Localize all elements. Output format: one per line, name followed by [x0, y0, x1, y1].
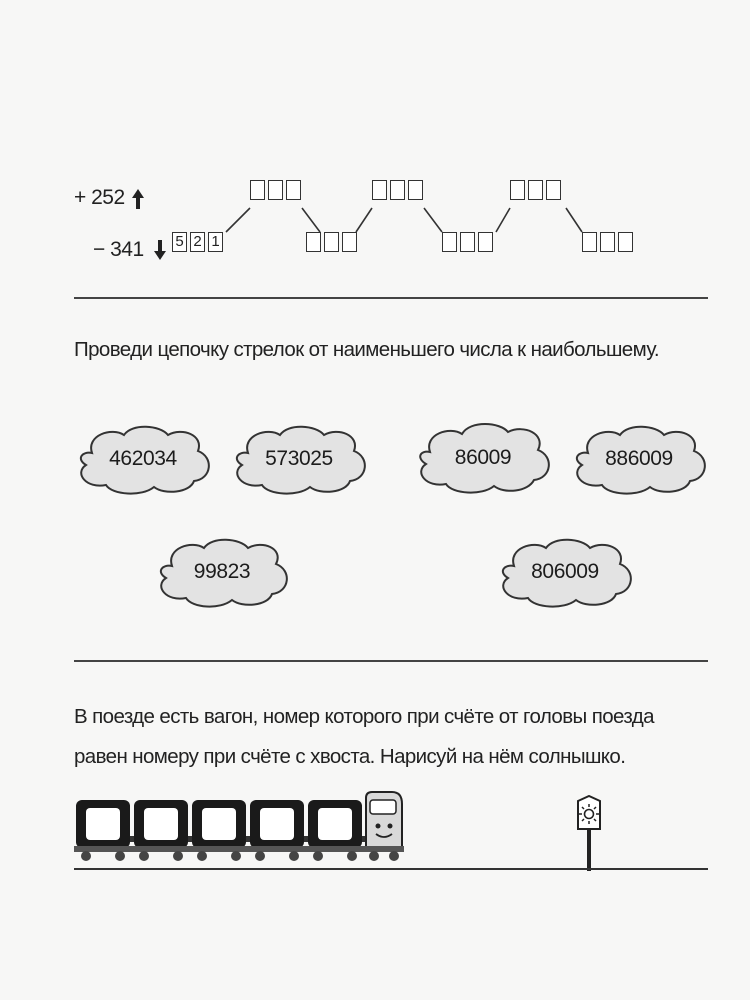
minus-label: − 341 — [93, 238, 144, 261]
train-car[interactable] — [74, 800, 132, 861]
answer-cell[interactable] — [600, 232, 615, 252]
answer-cell[interactable] — [582, 232, 597, 252]
digit-cell: 2 — [190, 232, 205, 252]
answer-cell[interactable] — [306, 232, 321, 252]
answer-cell[interactable] — [618, 232, 633, 252]
train-car[interactable] — [132, 800, 190, 861]
section-divider — [74, 660, 708, 662]
digit-cell: 1 — [208, 232, 223, 252]
answer-cell[interactable] — [342, 232, 357, 252]
train — [70, 790, 410, 870]
locomotive[interactable] — [364, 792, 404, 861]
task-instruction-line-2: равен номеру при счёте с хвоста. Нарисуй на нём солнышко. — [74, 745, 626, 768]
cloud-number: 573025 — [265, 447, 333, 470]
task-instruction: Проведи цепочку стрелок от наименьшего числа к наибольшему. — [74, 338, 660, 361]
section-divider — [74, 297, 708, 299]
chain-connector — [0, 0, 750, 300]
rail-ground-line — [74, 868, 708, 870]
answer-cell[interactable] — [408, 180, 423, 200]
number-cloud[interactable] — [152, 536, 292, 608]
answer-cell[interactable] — [546, 180, 561, 200]
answer-cell[interactable] — [528, 180, 543, 200]
number-cloud[interactable] — [568, 423, 710, 495]
answer-cell[interactable] — [250, 180, 265, 200]
answer-cell[interactable] — [324, 232, 339, 252]
train-car[interactable] — [248, 800, 306, 861]
cloud-number: 462034 — [109, 447, 177, 470]
number-cloud[interactable] — [412, 420, 554, 494]
answer-cell[interactable] — [372, 180, 387, 200]
plus-label: + 252 — [74, 186, 125, 209]
answer-cell[interactable] — [510, 180, 525, 200]
cloud-number: 886009 — [605, 447, 673, 470]
cloud-number: 86009 — [454, 446, 512, 469]
number-cloud[interactable] — [494, 536, 636, 608]
answer-cell[interactable] — [268, 180, 283, 200]
answer-cell[interactable] — [460, 232, 475, 252]
train-car[interactable] — [306, 800, 364, 861]
cloud-number: 99823 — [193, 560, 251, 583]
answer-cell[interactable] — [442, 232, 457, 252]
answer-cell[interactable] — [390, 180, 405, 200]
cloud-number: 806009 — [531, 560, 599, 583]
train-car[interactable] — [190, 800, 248, 861]
sun-sign — [574, 795, 604, 871]
answer-cell[interactable] — [286, 180, 301, 200]
task-instruction-line-1: В поезде есть вагон, номер которого при счёте от головы поезда — [74, 705, 654, 728]
number-cloud[interactable] — [72, 423, 214, 495]
digit-cell: 5 — [172, 232, 187, 252]
answer-cell[interactable] — [478, 232, 493, 252]
number-cloud[interactable] — [228, 423, 370, 495]
